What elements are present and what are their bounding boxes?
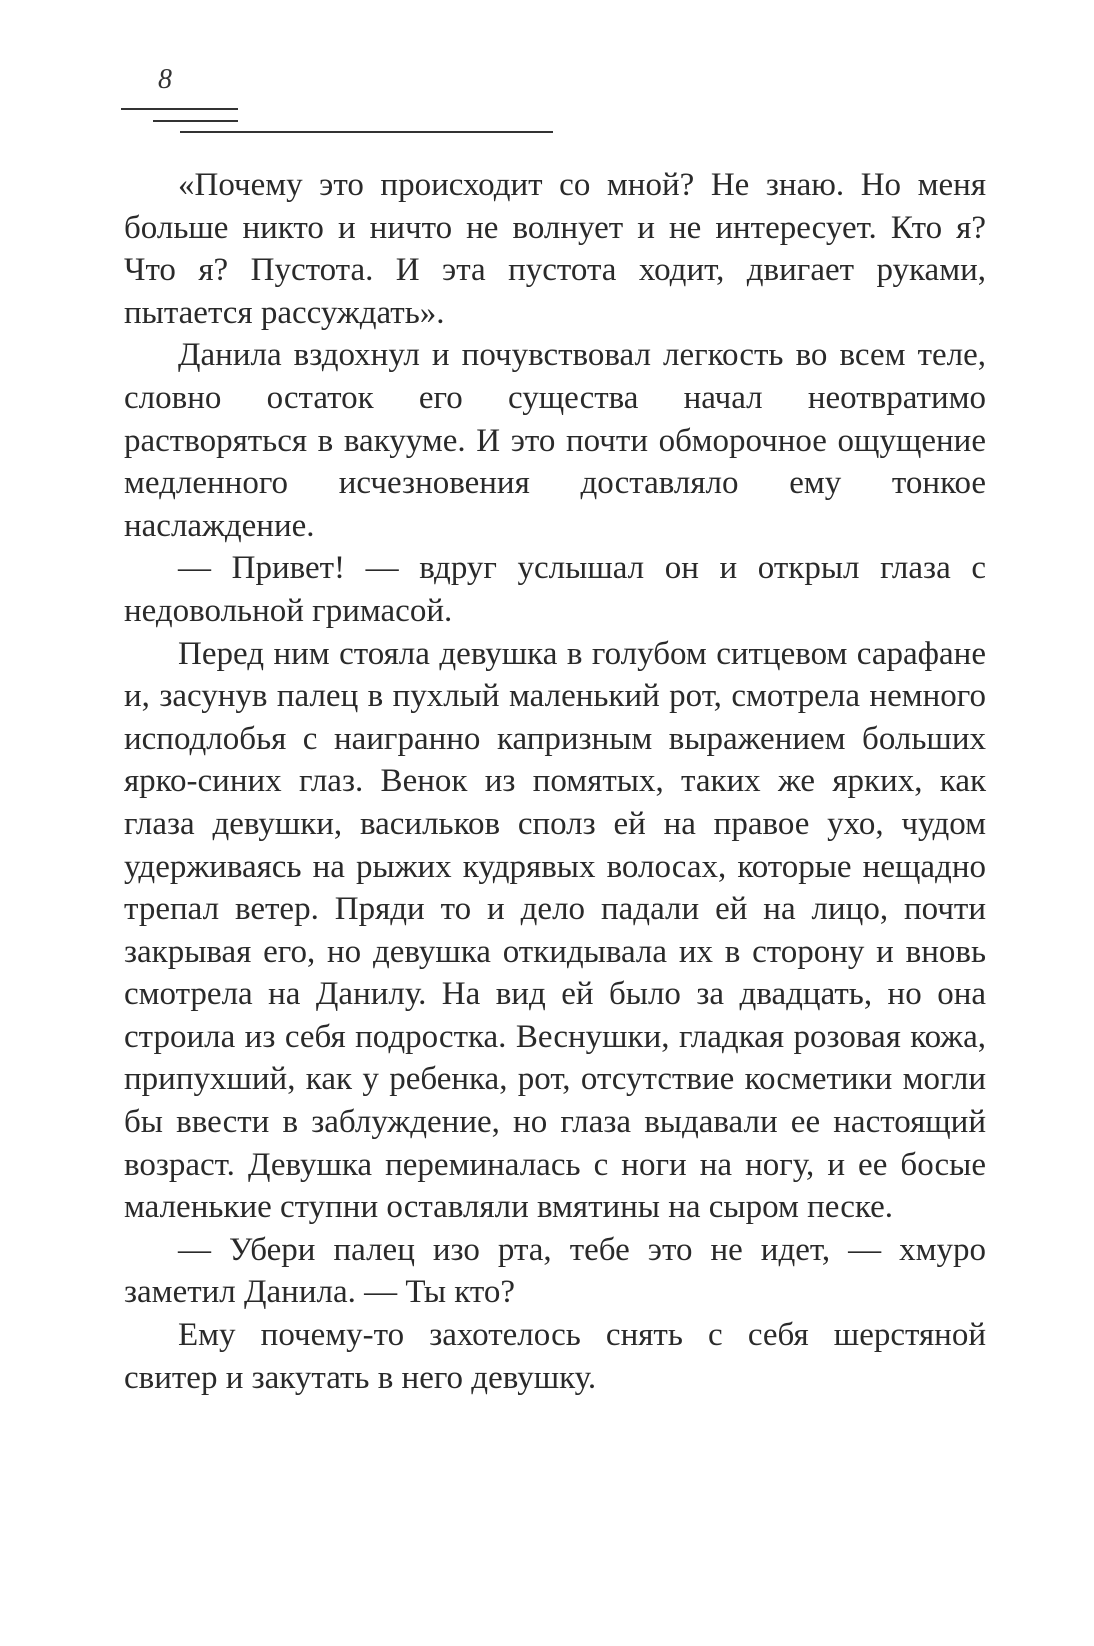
paragraph: Ему почему-то захотелось снять с себя шерстяной свитер и закутать в него девушку. [124, 1317, 986, 1396]
paragraph: Данила вздохнул и почувствовал легкость во всем теле, словно остаток его существа начал неотвратимо растворяться в вакууме. И это почти обморочное ощущение медленного исчезновения доставляло ему тонкое наслаждение. [124, 337, 986, 544]
header-rule-top [121, 108, 238, 110]
header-rule-long [180, 131, 553, 133]
paragraph: «Почему это происходит со мной? Не знаю. Но меня больше никто и ничто не волнует и не интересует. Кто я? Что я? Пустота. И эта пустота ходит, двигает руками, пытается рассуждать». [124, 167, 986, 331]
paragraph: — Привет! — вдруг услышал он и открыл глаза с недовольной гримасой. [124, 550, 986, 629]
paragraph: Перед ним стояла девушка в голубом ситцевом сарафане и, засунув палец в пухлый маленький рот, смотрела немного исподлобья с наигранно капризным выражением больших ярко-синих глаз. Венок из помятых, таких же ярких, как глаза девушки, васильков сполз ей на правое ухо, чудом удерживаясь на рыжих кудрявых волосах, которые нещадно трепал ветер. Пряди то и дело падали ей на лицо, почти закрывая его, но девушка откидывала их в сторону и вновь смотрела на Данилу. На вид ей было за двадцать, но она строила из себя подростка. Веснушки, гладкая розовая кожа, припухший, как у ребенка, рот, отсутствие косметики могли бы ввести в заблуждение, но глаза выдавали ее настоящий возраст. Девушка переминалась с ноги на ногу, и ее босые маленькие ступни оставляли вмятины на сыром песке. [124, 635, 986, 1226]
paragraph: — Убери палец изо рта, тебе это не идет, — хмуро заметил Данила. — Ты кто? [124, 1231, 986, 1311]
body-text [124, 164, 986, 1399]
header-rule-middle [153, 120, 238, 122]
page-number: 8 [158, 64, 172, 95]
